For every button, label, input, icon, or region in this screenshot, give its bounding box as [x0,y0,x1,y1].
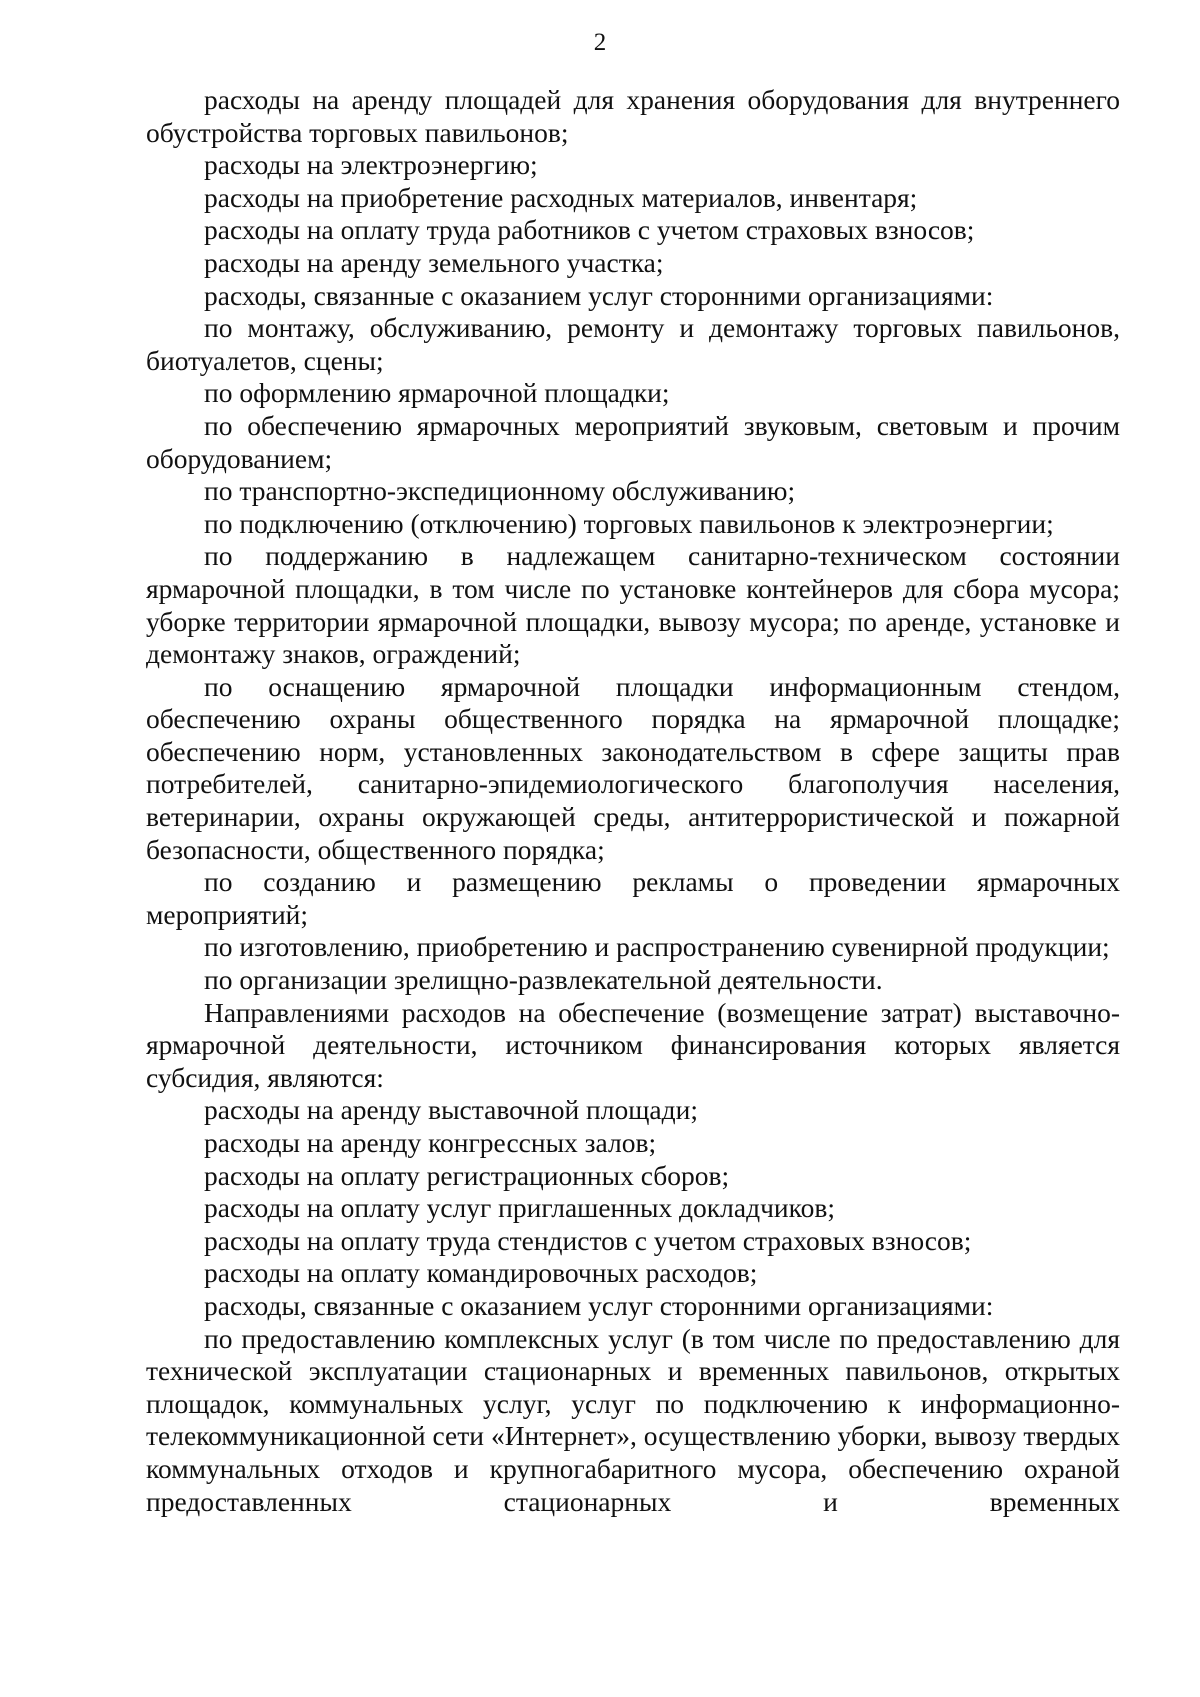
paragraph: по оформлению ярмарочной площадки; [204,377,670,409]
paragraph: расходы на электроэнергию; [204,149,538,181]
paragraph: расходы на оплату регистрационных сборов; [204,1159,730,1191]
paragraph: по предоставлению комплексных услуг (в том числе по предоставлению для технической эксплуатации стационарных и временных павильонов, открытых площадок, коммунальных услуг, услуг по подключению к информационно-телекоммуникационной сети «Интернет», осуществлению уборки, вывозу твердых коммунальных отходов и крупногабаритного мусора, обеспечению охраной предоставленных стационарных и временных [146,1322,1120,1517]
paragraph: по организации зрелищно-развлекательной деятельности. [204,964,883,996]
paragraph: расходы на приобретение расходных материалов, инвентаря; [204,181,918,213]
paragraph: расходы на оплату труда стендистов с учетом страховых взносов; [204,1224,972,1256]
paragraph: расходы на аренду площадей для хранения оборудования для внутреннего обустройства торговых павильонов; [146,84,1120,148]
paragraph: расходы на аренду земельного участка; [204,246,664,278]
paragraph: по созданию и размещению рекламы о проведении ярмарочных мероприятий; [146,866,1120,930]
document-body [146,84,1120,1518]
paragraph: Направлениями расходов на обеспечение (возмещение затрат) выставочно-ярмарочной деятельности, источником финансирования которых является субсидия, являются: [146,996,1120,1093]
paragraph: по обеспечению ярмарочных мероприятий звуковым, световым и прочим оборудованием; [146,409,1120,474]
paragraph: расходы на аренду конгрессных залов; [204,1127,657,1158]
paragraph: расходы на оплату услуг приглашенных докладчиков; [204,1192,835,1224]
paragraph: по транспортно-экспедиционному обслуживанию; [204,475,796,507]
paragraph: расходы на аренду выставочной площади; [204,1094,698,1126]
paragraph: расходы, связанные с оказанием услуг сторонними организациями: [204,1289,994,1321]
paragraph: расходы, связанные с оказанием услуг сторонними организациями: [204,279,994,311]
paragraph: по поддержанию в надлежащем санитарно-техническом состоянии ярмарочной площадки, в том числе по установке контейнеров для сбора мусора; уборке территории ярмарочной площадки, вывозу мусора; по аренде, установке и демонтажу знаков, ограждений; [146,540,1120,670]
paragraph: по изготовлению, приобретению и распространению сувенирной продукции; [204,931,1110,963]
paragraph: по монтажу, обслуживанию, ремонту и демонтажу торговых павильонов, биотуалетов, сцены; [146,312,1120,376]
paragraph: по оснащению ярмарочной площадки информационным стендом, обеспечению охраны общественного порядка на ярмарочной площадке; обеспечению норм, установленных законодательством в сфере защиты прав потребителей, санитарно-эпидемиологического благополучия населения, ветеринарии, охраны окружающей среды, антитеррористической и пожарной безопасности, общественного порядка; [146,670,1120,865]
paragraph: расходы на оплату командировочных расходов; [204,1257,758,1289]
paragraph: расходы на оплату труда работников с учетом страховых взносов; [204,214,975,246]
page-number: 2 [593,29,607,56]
paragraph: по подключению (отключению) торговых павильонов к электроэнергии; [204,507,1054,539]
